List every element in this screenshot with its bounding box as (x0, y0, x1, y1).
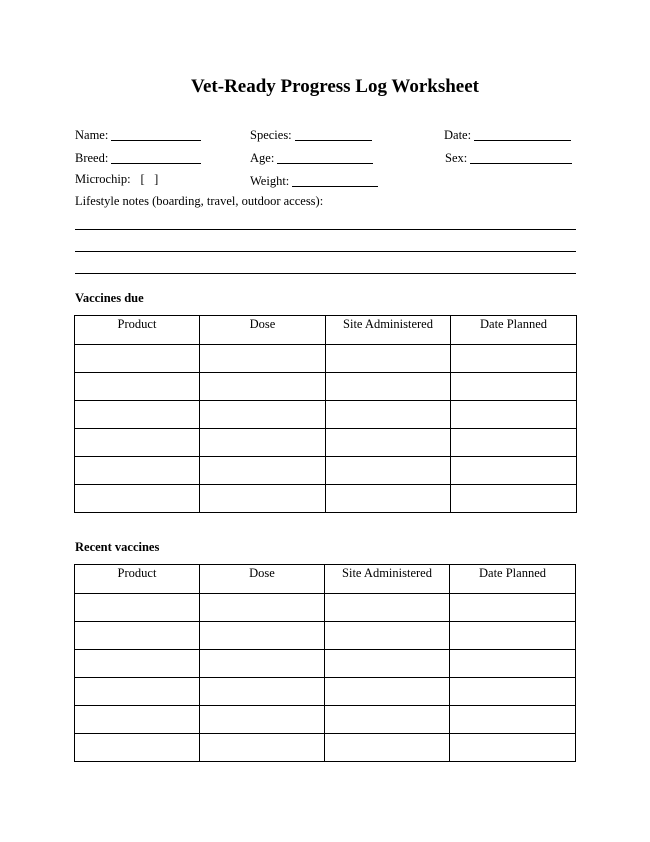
table-row (75, 678, 576, 706)
cell-product[interactable] (75, 457, 200, 485)
microchip-field (75, 172, 158, 187)
table-row (75, 706, 576, 734)
cell-site-administered[interactable] (325, 706, 450, 734)
cell-dose[interactable] (200, 650, 325, 678)
cell-date-planned[interactable] (451, 401, 577, 429)
cell-product[interactable] (75, 345, 200, 373)
cell-product[interactable] (75, 401, 200, 429)
cell-site-administered[interactable] (325, 678, 450, 706)
vaccines-due-heading: Vaccines due (75, 291, 144, 305)
cell-dose[interactable] (200, 401, 326, 429)
cell-date-planned[interactable] (451, 485, 577, 513)
table-row (75, 485, 577, 513)
column-header-site-administered: Site Administered (326, 316, 451, 345)
cell-site-administered[interactable] (326, 345, 451, 373)
cell-site-administered[interactable] (325, 622, 450, 650)
cell-date-planned[interactable] (450, 650, 576, 678)
name-field (75, 126, 201, 143)
date-blank[interactable] (474, 128, 571, 141)
cell-dose[interactable] (200, 706, 325, 734)
date-label: Date: (444, 128, 472, 142)
table-row (75, 622, 576, 650)
cell-site-administered[interactable] (326, 457, 451, 485)
cell-site-administered[interactable] (326, 401, 451, 429)
column-header-dose: Dose (200, 316, 326, 345)
cell-date-planned[interactable] (450, 622, 576, 650)
table-row (75, 429, 577, 457)
cell-dose[interactable] (200, 734, 325, 762)
table-header-row (75, 565, 576, 594)
weight-field (250, 172, 378, 189)
cell-dose[interactable] (200, 345, 326, 373)
sex-blank[interactable] (470, 151, 572, 164)
table-row (75, 373, 577, 401)
recent-vaccines-heading: Recent vaccines (75, 540, 160, 554)
notes-line-1[interactable] (75, 229, 576, 230)
table-row (75, 457, 577, 485)
column-header-dose: Dose (200, 565, 325, 594)
cell-date-planned[interactable] (450, 594, 576, 622)
breed-blank[interactable] (111, 151, 201, 164)
cell-date-planned[interactable] (451, 373, 577, 401)
notes-line-3[interactable] (75, 273, 576, 274)
column-header-date-planned: Date Planned (450, 565, 576, 594)
microchip-checkbox[interactable]: [ ] (140, 172, 159, 186)
weight-label: Weight: (250, 174, 290, 188)
cell-site-administered[interactable] (325, 594, 450, 622)
name-blank[interactable] (111, 128, 201, 141)
cell-product[interactable] (75, 373, 200, 401)
cell-product[interactable] (75, 706, 200, 734)
cell-site-administered[interactable] (325, 650, 450, 678)
cell-product[interactable] (75, 678, 200, 706)
cell-dose[interactable] (200, 622, 325, 650)
cell-date-planned[interactable] (450, 678, 576, 706)
cell-product[interactable] (75, 429, 200, 457)
cell-date-planned[interactable] (450, 734, 576, 762)
sex-field (445, 149, 572, 166)
vaccines-due-table (74, 315, 577, 513)
cell-product[interactable] (75, 622, 200, 650)
weight-blank[interactable] (292, 174, 378, 187)
date-field (444, 126, 571, 143)
recent-vaccines-table (74, 564, 576, 762)
column-header-product: Product (75, 316, 200, 345)
table-row (75, 401, 577, 429)
notes-line-2[interactable] (75, 251, 576, 252)
page-title: Vet-Ready Progress Log Worksheet (191, 76, 479, 97)
table-row (75, 594, 576, 622)
cell-dose[interactable] (200, 594, 325, 622)
cell-site-administered[interactable] (326, 373, 451, 401)
cell-site-administered[interactable] (326, 485, 451, 513)
cell-dose[interactable] (200, 457, 326, 485)
species-blank[interactable] (295, 128, 372, 141)
species-label: Species: (250, 128, 292, 142)
cell-dose[interactable] (200, 485, 326, 513)
breed-label: Breed: (75, 151, 109, 165)
cell-date-planned[interactable] (451, 429, 577, 457)
cell-product[interactable] (75, 485, 200, 513)
column-header-site-administered: Site Administered (325, 565, 450, 594)
cell-product[interactable] (75, 594, 200, 622)
cell-dose[interactable] (200, 373, 326, 401)
microchip-label: Microchip: (75, 172, 131, 186)
age-blank[interactable] (277, 151, 373, 164)
cell-date-planned[interactable] (451, 345, 577, 373)
table-header-row (75, 316, 577, 345)
column-header-product: Product (75, 565, 200, 594)
cell-product[interactable] (75, 650, 200, 678)
cell-site-administered[interactable] (325, 734, 450, 762)
lifestyle-notes-label: Lifestyle notes (boarding, travel, outdoor access): (75, 194, 324, 208)
sex-label: Sex: (445, 151, 468, 165)
age-label: Age: (250, 151, 275, 165)
cell-site-administered[interactable] (326, 429, 451, 457)
table-row (75, 345, 577, 373)
column-header-date-planned: Date Planned (451, 316, 577, 345)
species-field (250, 126, 372, 143)
cell-date-planned[interactable] (451, 457, 577, 485)
breed-field (75, 149, 201, 166)
table-row (75, 734, 576, 762)
cell-product[interactable] (75, 734, 200, 762)
age-field (250, 149, 373, 166)
cell-date-planned[interactable] (450, 706, 576, 734)
name-label: Name: (75, 128, 109, 142)
cell-dose[interactable] (200, 429, 326, 457)
cell-dose[interactable] (200, 678, 325, 706)
table-row (75, 650, 576, 678)
